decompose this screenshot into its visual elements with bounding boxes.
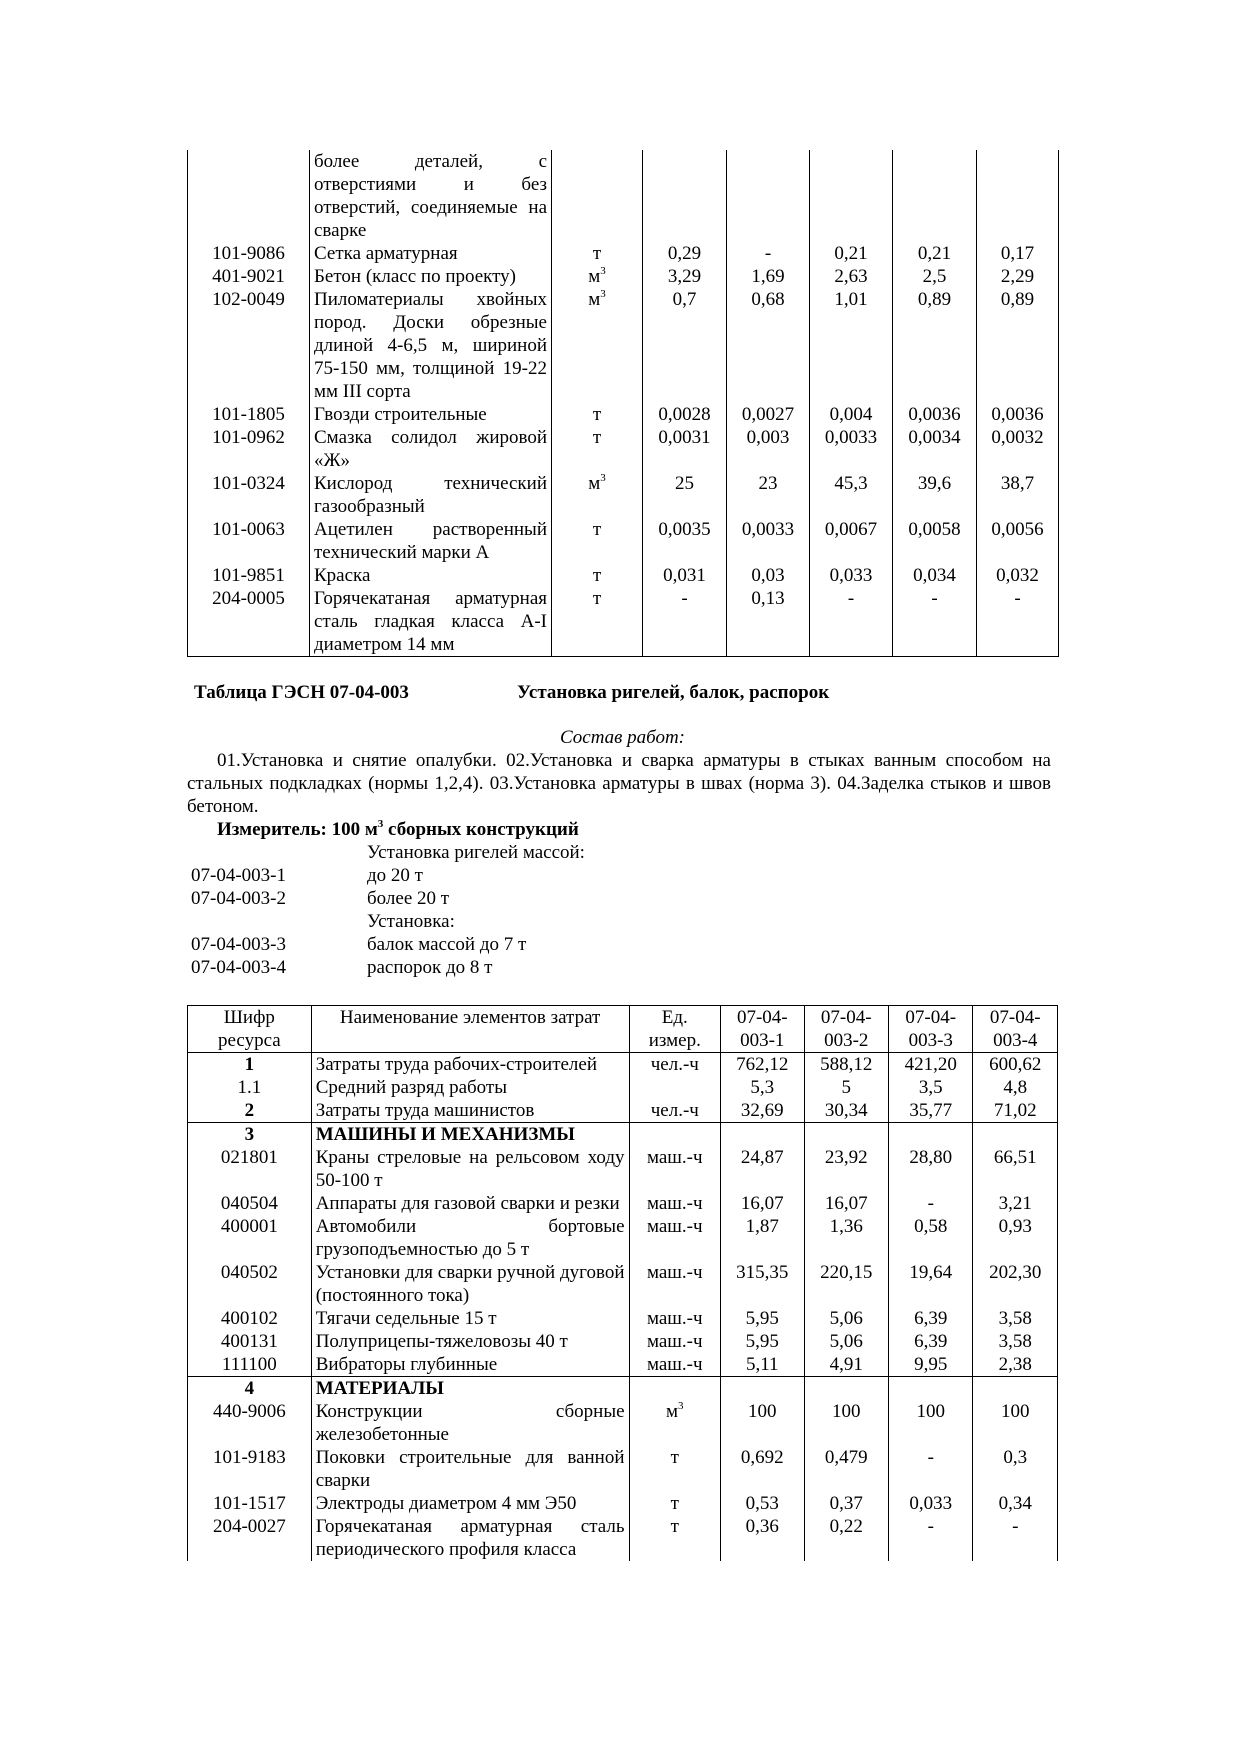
value-cell: 6,39 — [888, 1330, 972, 1353]
value-cell: 5,11 — [721, 1353, 804, 1377]
resource-name: Полуприцепы-тяжеловозы 40 т — [311, 1330, 629, 1353]
resource-unit: т — [552, 518, 643, 564]
table-row — [188, 1515, 1058, 1561]
value-cell: 0,0067 — [810, 518, 893, 564]
value-cell: 25 — [643, 472, 727, 518]
resource-name: Тягачи седельные 15 т — [311, 1307, 629, 1330]
resource-name: более деталей, с отверстиями и без отверстий, соединяемые на сварке — [310, 150, 552, 242]
value-cell: 100 — [804, 1400, 888, 1446]
table-row — [188, 1261, 1058, 1307]
value-cell: 66,51 — [973, 1146, 1058, 1192]
value-cell: 0,89 — [977, 288, 1059, 403]
table-title: Установка ригелей, балок, распорок — [517, 682, 830, 703]
resource-code: 400001 — [188, 1215, 312, 1261]
norm-list — [191, 841, 891, 979]
resource-name: Гвозди строительные — [310, 403, 552, 426]
resource-unit: маш.-ч — [629, 1192, 721, 1215]
header-col-4: 07-04-003-4 — [973, 1006, 1058, 1053]
resource-name: Кислород технический газообразный — [310, 472, 552, 518]
resource-name: Вибраторы глубинные — [311, 1353, 629, 1377]
value-cell: 4,8 — [973, 1076, 1058, 1099]
value-cell: 0,0027 — [727, 403, 810, 426]
value-cell: 0,21 — [810, 242, 893, 265]
value-cell: - — [727, 242, 810, 265]
value-cell: 0,36 — [721, 1515, 804, 1561]
unit-superscript: 3 — [600, 472, 606, 484]
resource-name: Электроды диаметром 4 мм Э50 — [311, 1492, 629, 1515]
table-row — [188, 518, 1059, 564]
resource-name: Автомобили бортовые грузоподъемностью до 5 т — [311, 1215, 629, 1261]
table-row — [188, 1099, 1058, 1123]
header-unit: Ед. измер. — [629, 1006, 721, 1053]
table-row — [188, 1192, 1058, 1215]
value-cell — [973, 1123, 1058, 1147]
value-cell — [977, 150, 1059, 242]
value-cell: 0,031 — [643, 564, 727, 587]
resource-code: 204-0005 — [188, 587, 310, 657]
resource-unit: маш.-ч — [629, 1215, 721, 1261]
value-cell: 5,95 — [721, 1330, 804, 1353]
table-row — [188, 242, 1059, 265]
value-cell: 3,21 — [973, 1192, 1058, 1215]
table-row — [188, 472, 1059, 518]
norm-text: до 20 т — [367, 865, 423, 886]
resource-unit: т — [629, 1492, 721, 1515]
value-cell: 0,0034 — [893, 426, 977, 472]
table-row — [188, 1215, 1058, 1261]
value-cell: 35,77 — [888, 1099, 972, 1123]
norm-code: 07-04-003-3 — [191, 934, 286, 955]
resource-name: Смазка солидол жировой «Ж» — [310, 426, 552, 472]
resource-name: Затраты труда рабочих-строителей — [311, 1053, 629, 1077]
norm-item — [191, 933, 891, 956]
value-cell — [888, 1377, 972, 1401]
norm-code: 07-04-003-1 — [191, 865, 286, 886]
resource-code: 3 — [188, 1123, 312, 1147]
resource-code: 040502 — [188, 1261, 312, 1307]
norm-text: более 20 т — [367, 888, 450, 909]
table-row — [188, 1146, 1058, 1192]
value-cell: 0,89 — [893, 288, 977, 403]
value-cell: 2,38 — [973, 1353, 1058, 1377]
value-cell: 0,93 — [973, 1215, 1058, 1261]
value-cell: 202,30 — [973, 1261, 1058, 1307]
header-name: Наименование элементов затрат — [311, 1006, 629, 1053]
resource-code: 101-0063 — [188, 518, 310, 564]
norm-item — [191, 956, 891, 979]
resource-unit: т — [629, 1446, 721, 1492]
resource-name: Ацетилен растворенный технический марки А — [310, 518, 552, 564]
value-cell: 24,87 — [721, 1146, 804, 1192]
resource-name: Средний разряд работы — [311, 1076, 629, 1099]
norm-item — [191, 841, 891, 864]
value-cell: 9,95 — [888, 1353, 972, 1377]
table-row — [188, 1377, 1058, 1401]
table-row — [188, 1353, 1058, 1377]
norm-text: Установка: — [367, 911, 455, 932]
value-cell: 100 — [888, 1400, 972, 1446]
value-cell — [721, 1377, 804, 1401]
value-cell: 2,5 — [893, 265, 977, 288]
work-heading: Состав работ: — [559, 727, 686, 748]
value-cell: 19,64 — [888, 1261, 972, 1307]
resource-code: 440-9006 — [188, 1400, 312, 1446]
value-cell: 0,0031 — [643, 426, 727, 472]
value-cell: 0,58 — [888, 1215, 972, 1261]
resource-unit: т — [552, 403, 643, 426]
resource-unit: $м^3$ — [552, 288, 643, 403]
value-cell: 0,0033 — [727, 518, 810, 564]
materials-table-continued — [187, 150, 1059, 657]
value-cell: 1,01 — [810, 288, 893, 403]
value-cell: 23 — [727, 472, 810, 518]
resource-unit: $м^3$ — [629, 1400, 721, 1446]
value-cell: 0,479 — [804, 1446, 888, 1492]
value-cell: 3,5 — [888, 1076, 972, 1099]
resource-unit: чел.-ч — [629, 1053, 721, 1077]
header-col-3: 07-04-003-3 — [888, 1006, 972, 1053]
resource-code: 101-1805 — [188, 403, 310, 426]
resource-unit: т — [552, 564, 643, 587]
resource-code: 101-1517 — [188, 1492, 312, 1515]
norm-item — [191, 864, 891, 887]
value-cell: 0,29 — [643, 242, 727, 265]
resource-name: Краска — [310, 564, 552, 587]
value-cell: 762,12 — [721, 1053, 804, 1077]
resource-name: Затраты труда машинистов — [311, 1099, 629, 1123]
value-cell: 1,69 — [727, 265, 810, 288]
resource-unit: т — [552, 242, 643, 265]
value-cell: 0,17 — [977, 242, 1059, 265]
value-cell: - — [888, 1192, 972, 1215]
value-cell: 0,7 — [643, 288, 727, 403]
value-cell: 0,37 — [804, 1492, 888, 1515]
table-row — [188, 1492, 1058, 1515]
value-cell: 32,69 — [721, 1099, 804, 1123]
table-row — [188, 288, 1059, 403]
resource-code: 1 — [188, 1053, 312, 1077]
table-row — [188, 587, 1059, 657]
value-cell — [810, 150, 893, 242]
resource-unit — [629, 1076, 721, 1099]
value-cell: 5 — [804, 1076, 888, 1099]
value-cell: 0,0056 — [977, 518, 1059, 564]
norm-text: распорок до 8 т — [367, 957, 493, 978]
value-cell: 5,95 — [721, 1307, 804, 1330]
value-cell: - — [893, 587, 977, 657]
value-cell: 0,0036 — [893, 403, 977, 426]
value-cell: 2,29 — [977, 265, 1059, 288]
resource-name: Горячекатаная арматурная сталь гладкая класса А-I диаметром 14 мм — [310, 587, 552, 657]
resource-name: Краны стреловые на рельсовом ходу 50-100 т — [311, 1146, 629, 1192]
value-cell: 3,58 — [973, 1307, 1058, 1330]
value-cell: 0,692 — [721, 1446, 804, 1492]
value-cell: 220,15 — [804, 1261, 888, 1307]
value-cell: 0,34 — [973, 1492, 1058, 1515]
value-cell: 16,07 — [804, 1192, 888, 1215]
resource-unit — [629, 1123, 721, 1147]
unit-superscript: 3 — [600, 288, 606, 300]
value-cell: 0,13 — [727, 587, 810, 657]
value-cell: 0,3 — [973, 1446, 1058, 1492]
value-cell: - — [973, 1515, 1058, 1561]
resource-code: 102-0049 — [188, 288, 310, 403]
header-code: Шифр ресурса — [188, 1006, 312, 1053]
resource-unit: маш.-ч — [629, 1261, 721, 1307]
table-row — [188, 1076, 1058, 1099]
value-cell: 2,63 — [810, 265, 893, 288]
norm-text: Установка ригелей массой: — [367, 842, 585, 863]
value-cell: 0,0033 — [810, 426, 893, 472]
value-cell: - — [888, 1446, 972, 1492]
resource-name: Конструкции сборные железобетонные — [311, 1400, 629, 1446]
work-text: 01.Установка и снятие опалубки. 02.Установка и сварка арматуры в стыках ванным способом на стальных подкладках (нормы 1,2,4). 03.Установка арматуры в швах (норма 3). 04.Заделка стыков и швов бетоном. — [187, 750, 1051, 817]
value-cell: 28,80 — [888, 1146, 972, 1192]
resource-name: Бетон (класс по проекту) — [310, 265, 552, 288]
value-cell: 5,06 — [804, 1307, 888, 1330]
value-cell: 1,36 — [804, 1215, 888, 1261]
value-cell — [643, 150, 727, 242]
resource-unit: т — [552, 426, 643, 472]
value-cell: 0,03 — [727, 564, 810, 587]
value-cell: 38,7 — [977, 472, 1059, 518]
header-col-1: 07-04-003-1 — [721, 1006, 804, 1053]
value-cell: 0,53 — [721, 1492, 804, 1515]
value-cell: 100 — [721, 1400, 804, 1446]
header-row — [188, 1006, 1058, 1053]
value-cell: 16,07 — [721, 1192, 804, 1215]
value-cell: 0,003 — [727, 426, 810, 472]
resource-unit: маш.-ч — [629, 1353, 721, 1377]
norm-text: балок массой до 7 т — [367, 934, 527, 955]
table-row — [188, 150, 1059, 242]
resource-code: 400102 — [188, 1307, 312, 1330]
resource-name: Поковки строительные для ванной сварки — [311, 1446, 629, 1492]
table-label: Таблица ГЭСН 07-04-003 — [194, 682, 409, 703]
value-cell: - — [810, 587, 893, 657]
value-cell — [804, 1123, 888, 1147]
value-cell: 0,68 — [727, 288, 810, 403]
header-col-2: 07-04-003-2 — [804, 1006, 888, 1053]
resource-name: Горячекатаная арматурная сталь периодического профиля класса — [311, 1515, 629, 1561]
resource-unit: т — [629, 1515, 721, 1561]
resources-table — [187, 1005, 1058, 1561]
resource-unit: чел.-ч — [629, 1099, 721, 1123]
value-cell: 600,62 — [973, 1053, 1058, 1077]
norm-item — [191, 910, 891, 933]
resource-code: 021801 — [188, 1146, 312, 1192]
value-cell: - — [977, 587, 1059, 657]
value-cell: 0,0035 — [643, 518, 727, 564]
resource-code: 1.1 — [188, 1076, 312, 1099]
value-cell: 1,87 — [721, 1215, 804, 1261]
value-cell: 3,58 — [973, 1330, 1058, 1353]
resource-unit: т — [552, 587, 643, 657]
table-row — [188, 265, 1059, 288]
norm-item — [191, 887, 891, 910]
value-cell — [893, 150, 977, 242]
resource-name: МАШИНЫ И МЕХАНИЗМЫ — [311, 1123, 629, 1147]
resource-code: 2 — [188, 1099, 312, 1123]
value-cell — [973, 1377, 1058, 1401]
value-cell: - — [888, 1515, 972, 1561]
resource-code: 101-9851 — [188, 564, 310, 587]
resource-code: 400131 — [188, 1330, 312, 1353]
value-cell: 0,0036 — [977, 403, 1059, 426]
resource-unit: маш.-ч — [629, 1307, 721, 1330]
resource-name: Пиломатериалы хвойных пород. Доски обрезные длиной 4-6,5 м, шириной 75-150 мм, толщиной 19-22 мм III сорта — [310, 288, 552, 403]
value-cell: 0,0032 — [977, 426, 1059, 472]
resource-code: 204-0027 — [188, 1515, 312, 1561]
resource-name: МАТЕРИАЛЫ — [311, 1377, 629, 1401]
table-row — [188, 1400, 1058, 1446]
value-cell: 45,3 — [810, 472, 893, 518]
value-cell: 588,12 — [804, 1053, 888, 1077]
norm-code: 07-04-003-4 — [191, 957, 286, 978]
table-row — [188, 1307, 1058, 1330]
value-cell: 421,20 — [888, 1053, 972, 1077]
table-row — [188, 1053, 1058, 1077]
value-cell: - — [643, 587, 727, 657]
value-cell: 100 — [973, 1400, 1058, 1446]
value-cell: 5,3 — [721, 1076, 804, 1099]
table-row — [188, 426, 1059, 472]
value-cell: 30,34 — [804, 1099, 888, 1123]
value-cell: 0,0028 — [643, 403, 727, 426]
resource-code: 101-9086 — [188, 242, 310, 265]
value-cell — [721, 1123, 804, 1147]
norm-code: 07-04-003-2 — [191, 888, 286, 909]
resource-unit — [629, 1377, 721, 1401]
table-row — [188, 1123, 1058, 1147]
value-cell: 6,39 — [888, 1307, 972, 1330]
table-row — [188, 1446, 1058, 1492]
value-cell: 4,91 — [804, 1353, 888, 1377]
resource-name: Установки для сварки ручной дуговой (постоянного тока) — [311, 1261, 629, 1307]
unit-superscript: 3 — [600, 265, 606, 277]
value-cell: 23,92 — [804, 1146, 888, 1192]
resource-name: Аппараты для газовой сварки и резки — [311, 1192, 629, 1215]
value-cell: 5,06 — [804, 1330, 888, 1353]
resource-unit: маш.-ч — [629, 1330, 721, 1353]
value-cell — [804, 1377, 888, 1401]
value-cell — [888, 1123, 972, 1147]
resource-unit: маш.-ч — [629, 1146, 721, 1192]
value-cell: 0,004 — [810, 403, 893, 426]
value-cell: 315,35 — [721, 1261, 804, 1307]
value-cell: 39,6 — [893, 472, 977, 518]
value-cell: 0,033 — [888, 1492, 972, 1515]
value-cell: 0,0058 — [893, 518, 977, 564]
value-cell: 3,29 — [643, 265, 727, 288]
resource-code: 401-9021 — [188, 265, 310, 288]
value-cell: 0,21 — [893, 242, 977, 265]
value-cell: 0,033 — [810, 564, 893, 587]
measure-line: Измеритель: 100 $м^3$ сборных конструкций — [217, 818, 579, 840]
resource-code — [188, 150, 310, 242]
resource-code: 040504 — [188, 1192, 312, 1215]
resource-name: Сетка арматурная — [310, 242, 552, 265]
resource-code: 111100 — [188, 1353, 312, 1377]
resource-code: 101-9183 — [188, 1446, 312, 1492]
table-row — [188, 403, 1059, 426]
value-cell — [727, 150, 810, 242]
resource-unit: $м^3$ — [552, 472, 643, 518]
value-cell: 0,032 — [977, 564, 1059, 587]
table-row — [188, 564, 1059, 587]
resource-unit: $м^3$ — [552, 265, 643, 288]
resource-code: 101-0324 — [188, 472, 310, 518]
resource-unit — [552, 150, 643, 242]
table-row — [188, 1330, 1058, 1353]
value-cell: 0,22 — [804, 1515, 888, 1561]
resource-code: 4 — [188, 1377, 312, 1401]
value-cell: 0,034 — [893, 564, 977, 587]
value-cell: 71,02 — [973, 1099, 1058, 1123]
unit-superscript: 3 — [678, 1400, 684, 1412]
resource-code: 101-0962 — [188, 426, 310, 472]
